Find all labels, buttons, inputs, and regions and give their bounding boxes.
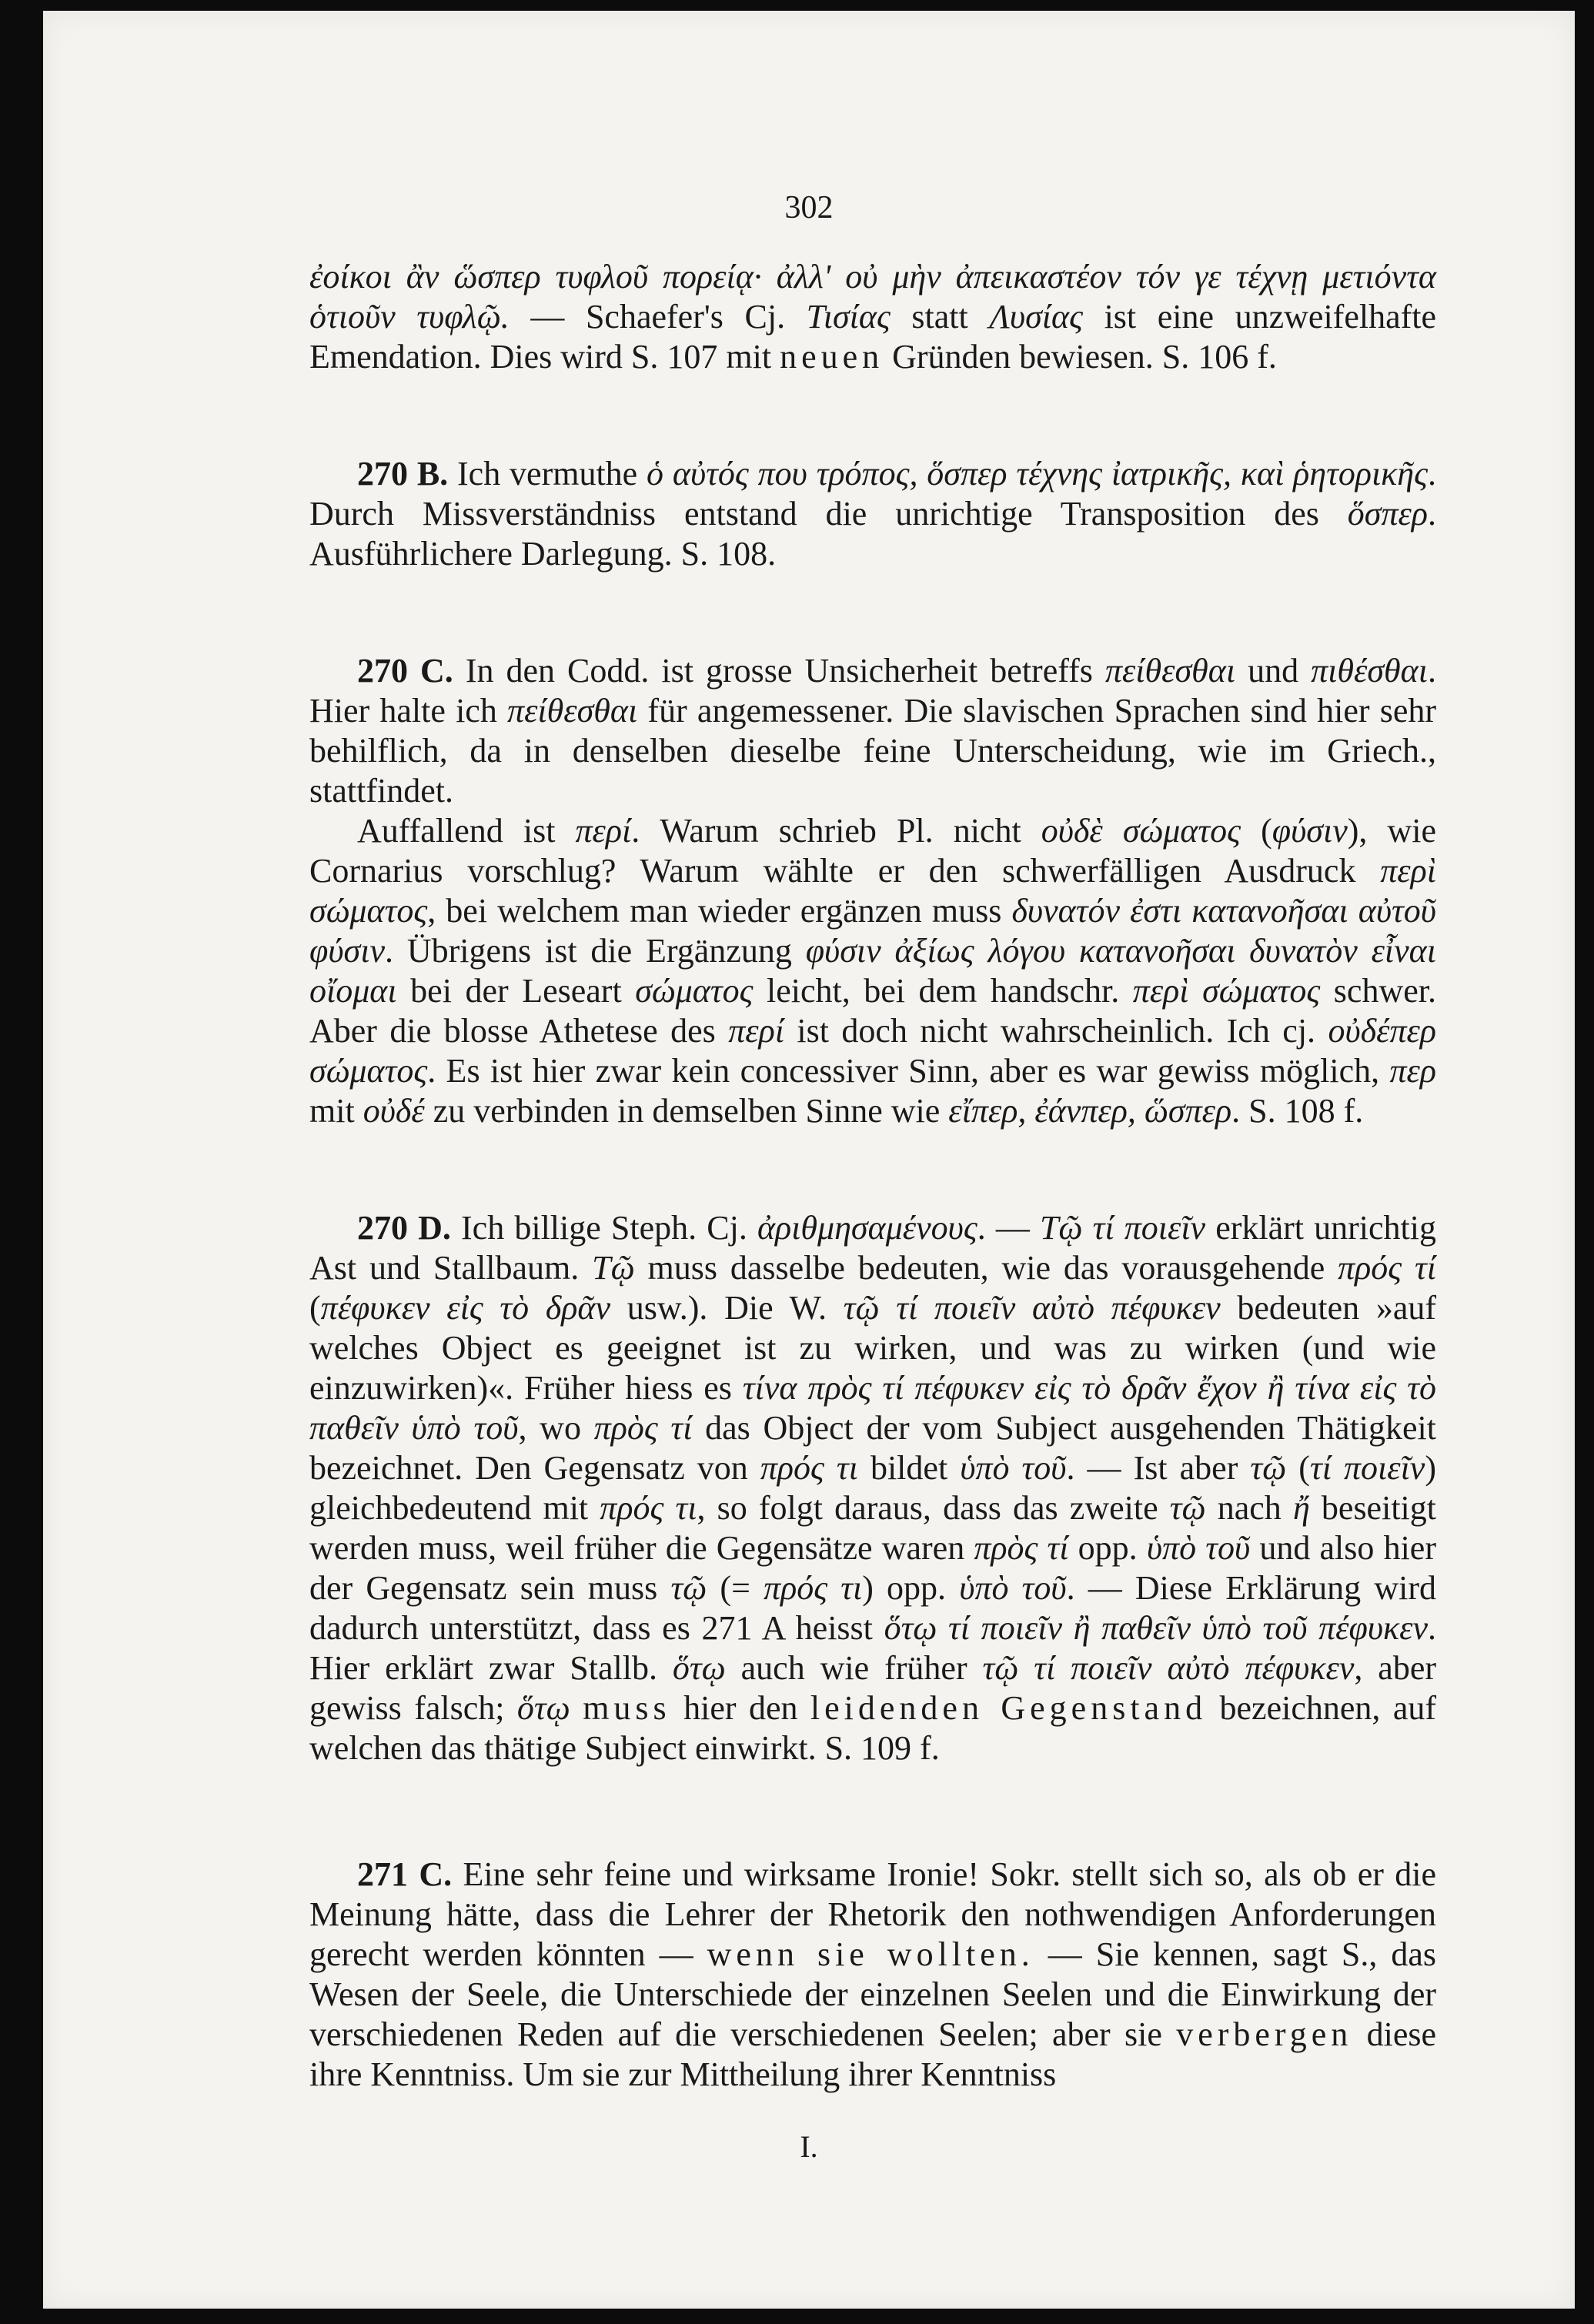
text-run: ) gleichbedeutend mit — [309, 1449, 1436, 1527]
greek-text: Λυσίας — [989, 298, 1083, 336]
text-run: und also hier der Gegensatz sein muss — [309, 1529, 1436, 1607]
greek-text: ὅτῳ — [516, 1689, 570, 1727]
spaced-text: leidenden Gegenstand — [810, 1689, 1208, 1727]
text-run: beseitigt werden muss, weil früher die Gegensätze waren — [309, 1489, 1436, 1567]
paragraph-270b — [309, 454, 1436, 574]
spaced-text: wenn sie wollten. — [707, 1935, 1034, 1973]
greek-text: τῷ — [1250, 1449, 1287, 1487]
paragraph-270d — [309, 1208, 1436, 1768]
text-run: bedeuten »auf welches Object es geeignet ist zu wirken, und was zu wirken (und wie einzuwirken)«. Früher hiess es — [309, 1289, 1437, 1407]
greek-text: δυνατόν ἐστι κατανοῆσαι αὐτοῦ φύσιν — [309, 892, 1436, 970]
text-run: . Warum schrieb Pl. nicht — [631, 812, 1041, 850]
greek-text: Τῷ — [592, 1249, 635, 1287]
text-run: — Sie kennen, sagt S., das Wesen der Seele, die Unterschiede der einzelnen Seelen und die Einwirkung der verschiedenen Reden auf die verschiedenen Seelen; aber sie — [309, 1935, 1436, 2053]
text-run: ( — [1286, 1449, 1310, 1487]
greek-text: ὅτῳ — [672, 1649, 726, 1687]
text-run: ( — [1241, 812, 1272, 850]
greek-text: περί — [575, 812, 632, 850]
text-run: ) opp. — [862, 1569, 960, 1607]
text-run: Gründen bewiesen. S. 106 f. — [884, 338, 1277, 376]
greek-text: ὁ αὐτός που τρόπος, ὅσπερ τέχνης ἰατρικῆς, καὶ ῥητορικῆς — [647, 455, 1428, 493]
text-run: . — Ist aber — [1066, 1449, 1251, 1487]
greek-text: πείθεσθαι — [507, 692, 638, 730]
greek-text: περ — [1389, 1052, 1436, 1090]
text-run: diese ihre Kenntniss. Um sie zur Mittheilung ihrer Kenntniss — [309, 2015, 1437, 2093]
greek-text: τῷ — [670, 1569, 707, 1607]
text-run: . Übrigens ist die Ergänzung — [385, 932, 806, 970]
greek-text: οὐδὲ σώματος — [1041, 812, 1241, 850]
greek-text: πρὸς τί — [974, 1529, 1069, 1567]
text-run: , bei welchem man wieder ergänzen muss — [427, 892, 1012, 930]
text-run: bezeichnen, auf welchen das thätige Subject einwirkt. S. 109 f. — [309, 1689, 1437, 1767]
spaced-text: muss — [583, 1689, 671, 1727]
text-run: Ich billige Steph. Cj. — [450, 1209, 757, 1247]
text-run: — Schaefer's Cj. — [509, 298, 807, 336]
greek-text: Τῷ τί ποιεῖν — [1039, 1209, 1206, 1247]
paragraph-271c — [309, 1855, 1436, 2095]
greek-text: Τισίας — [806, 298, 891, 336]
text-run: , so folgt daraus, dass das zweite — [697, 1489, 1170, 1527]
greek-text: πρός τι — [600, 1489, 697, 1527]
greek-text: οὐδέ — [363, 1092, 425, 1130]
section-reference: 270 C. — [357, 652, 453, 690]
greek-text: φύσιν — [1272, 812, 1348, 850]
paragraph-continuation — [309, 257, 1436, 377]
text-run: ist doch nicht wahrscheinlich. Ich cj. — [784, 1012, 1328, 1050]
text-run: das Object der vom Subject ausgehenden Thätigkeit bezeichnet. Den Gegensatz von — [309, 1409, 1436, 1487]
greek-text: ὑπὸ τοῦ — [1146, 1529, 1251, 1567]
spaced-text: neuen — [780, 338, 884, 376]
greek-text: τίνα πρὸς τί πέφυκεν εἰς τὸ δρᾶν ἔχον ἢ τίνα εἰς τὸ παθεῖν ὑπὸ τοῦ — [309, 1369, 1436, 1447]
greek-text: ὑπὸ τοῦ — [960, 1449, 1067, 1487]
greek-text: πιθέσθαι — [1311, 652, 1428, 690]
text-block — [309, 257, 1436, 2095]
text-run: . Ausführlichere Darlegung. S. 108. — [309, 495, 1436, 573]
section-reference: 270 B. — [357, 455, 449, 493]
greek-text: τί ποιεῖν — [1309, 1449, 1425, 1487]
text-run: nach — [1205, 1489, 1293, 1527]
greek-text: ὅτῳ τί ποιεῖν ἢ παθεῖν ὑπὸ τοῦ πέφυκεν — [884, 1609, 1429, 1647]
book-page — [43, 11, 1575, 2309]
text-run: schwer. Aber die blosse Athetese des — [309, 972, 1436, 1050]
text-run: . — Diese Erklärung wird dadurch unterstützt, dass es 271 A heisst — [309, 1569, 1436, 1647]
text-run: (= — [707, 1569, 764, 1607]
page-number: 302 — [784, 190, 834, 225]
text-run: statt — [890, 298, 990, 336]
greek-text: πέφυκεν εἰς τὸ δρᾶν — [320, 1289, 611, 1327]
greek-text: περί — [728, 1012, 784, 1050]
greek-text: ἤ — [1292, 1489, 1310, 1527]
greek-text: πρός τι — [760, 1449, 858, 1487]
text-run: ), wie Cornarius vorschlug? Warum wählte er den schwerfälligen Ausdruck — [309, 812, 1437, 890]
text-run: bildet — [857, 1449, 961, 1487]
text-run: auch wie früher — [725, 1649, 983, 1687]
text-run: , aber gewiss falsch; — [309, 1649, 1437, 1727]
text-run: . Es ist hier zwar kein concessiver Sinn, aber es war gewiss möglich, — [427, 1052, 1390, 1090]
text-run: Auffallend ist — [357, 812, 576, 850]
greek-text: πρός τί — [1338, 1249, 1436, 1287]
text-run: ist eine unzweifelhafte Emendation. Dies wird S. 107 mit — [309, 298, 1437, 376]
text-run: . Hier halte ich — [309, 652, 1436, 730]
greek-text: τῷ τί ποιεῖν αὐτὸ πέφυκεν — [843, 1289, 1221, 1327]
spaced-text: verbergen — [1176, 2015, 1353, 2053]
greek-text: οὐδέπερ σώματος — [309, 1012, 1437, 1090]
greek-text: περὶ σώματος — [1132, 972, 1321, 1010]
text-run: zu verbinden in demselben Sinne wie — [424, 1092, 949, 1130]
text-run: In den Codd. ist grosse Unsicherheit betreffs — [453, 652, 1105, 690]
text-run: Ich vermuthe — [448, 455, 647, 493]
text-run: Eine sehr feine und wirksame Ironie! Sokr. stellt sich so, als ob er die Meinung hätte, dass die Lehrer der Rhetorik den nothwendigen Anforderungen gerecht werden könnten — — [309, 1855, 1437, 1973]
greek-text: σώματος — [635, 972, 754, 1010]
text-run: bei der Leseart — [396, 972, 636, 1010]
section-reference: 271 C. — [357, 1855, 453, 1893]
text-run: für angemessener. Die slavischen Sprachen sind hier sehr behilflich, da in denselben dieselbe feine Unterscheidung, wie im Griech., stattfindet. — [309, 692, 1436, 810]
text-run: ( — [309, 1289, 321, 1327]
text-run: . Hier erklärt zwar Stallb. — [309, 1609, 1437, 1687]
greek-text: τῷ — [1169, 1489, 1206, 1527]
paragraph-270c — [309, 651, 1436, 811]
text-run: . Durch Missverständniss entstand die unrichtige Transposition des — [309, 455, 1436, 533]
printer-signature: I. — [800, 2129, 818, 2164]
greek-text: πρός τι — [764, 1569, 863, 1607]
greek-text: πρὸς τί — [593, 1409, 693, 1447]
text-run: opp. — [1068, 1529, 1147, 1567]
greek-text: ἐοίκοι ἂν ὥσπερ τυφλοῦ πορείᾳ· ἀλλ' οὐ μὴν ἀπεικαστέον τόν γε τέχνῃ μετιόντα ὁτιοῦν τυφλῷ. — [309, 258, 1436, 336]
text-run: usw.). Die W. — [610, 1289, 844, 1327]
greek-text: ὅσπερ — [1347, 495, 1428, 533]
greek-text: ἀριθμησαμένους — [757, 1209, 977, 1247]
text-run: leicht, bei dem handschr. — [753, 972, 1133, 1010]
text-run: . — — [977, 1209, 1040, 1247]
text-run — [570, 1689, 583, 1727]
text-run: hier den — [670, 1689, 810, 1727]
section-reference: 270 D. — [357, 1209, 451, 1247]
text-run: muss dasselbe bedeuten, wie das vorausgehende — [634, 1249, 1338, 1287]
paragraph-270c-continued — [309, 811, 1436, 1131]
greek-text: φύσιν ἀξίως λόγου κατανοῆσαι δυνατὸν εἶναι οἴομαι — [309, 932, 1436, 1010]
text-run: mit — [309, 1092, 363, 1130]
text-run: . S. 108 f. — [1231, 1092, 1364, 1130]
greek-text: εἴπερ, ἐάνπερ, ὥσπερ — [948, 1092, 1232, 1130]
text-run: und — [1235, 652, 1312, 690]
text-run: , wo — [518, 1409, 594, 1447]
greek-text: τῷ τί ποιεῖν αὐτὸ πέφυκεν — [982, 1649, 1355, 1687]
greek-text: ὑπὸ τοῦ — [959, 1569, 1067, 1607]
greek-text: πείθεσθαι — [1104, 652, 1236, 690]
text-run: erklärt unrichtig Ast und Stallbaum. — [309, 1209, 1436, 1287]
greek-text: περὶ σώματος — [309, 852, 1436, 930]
